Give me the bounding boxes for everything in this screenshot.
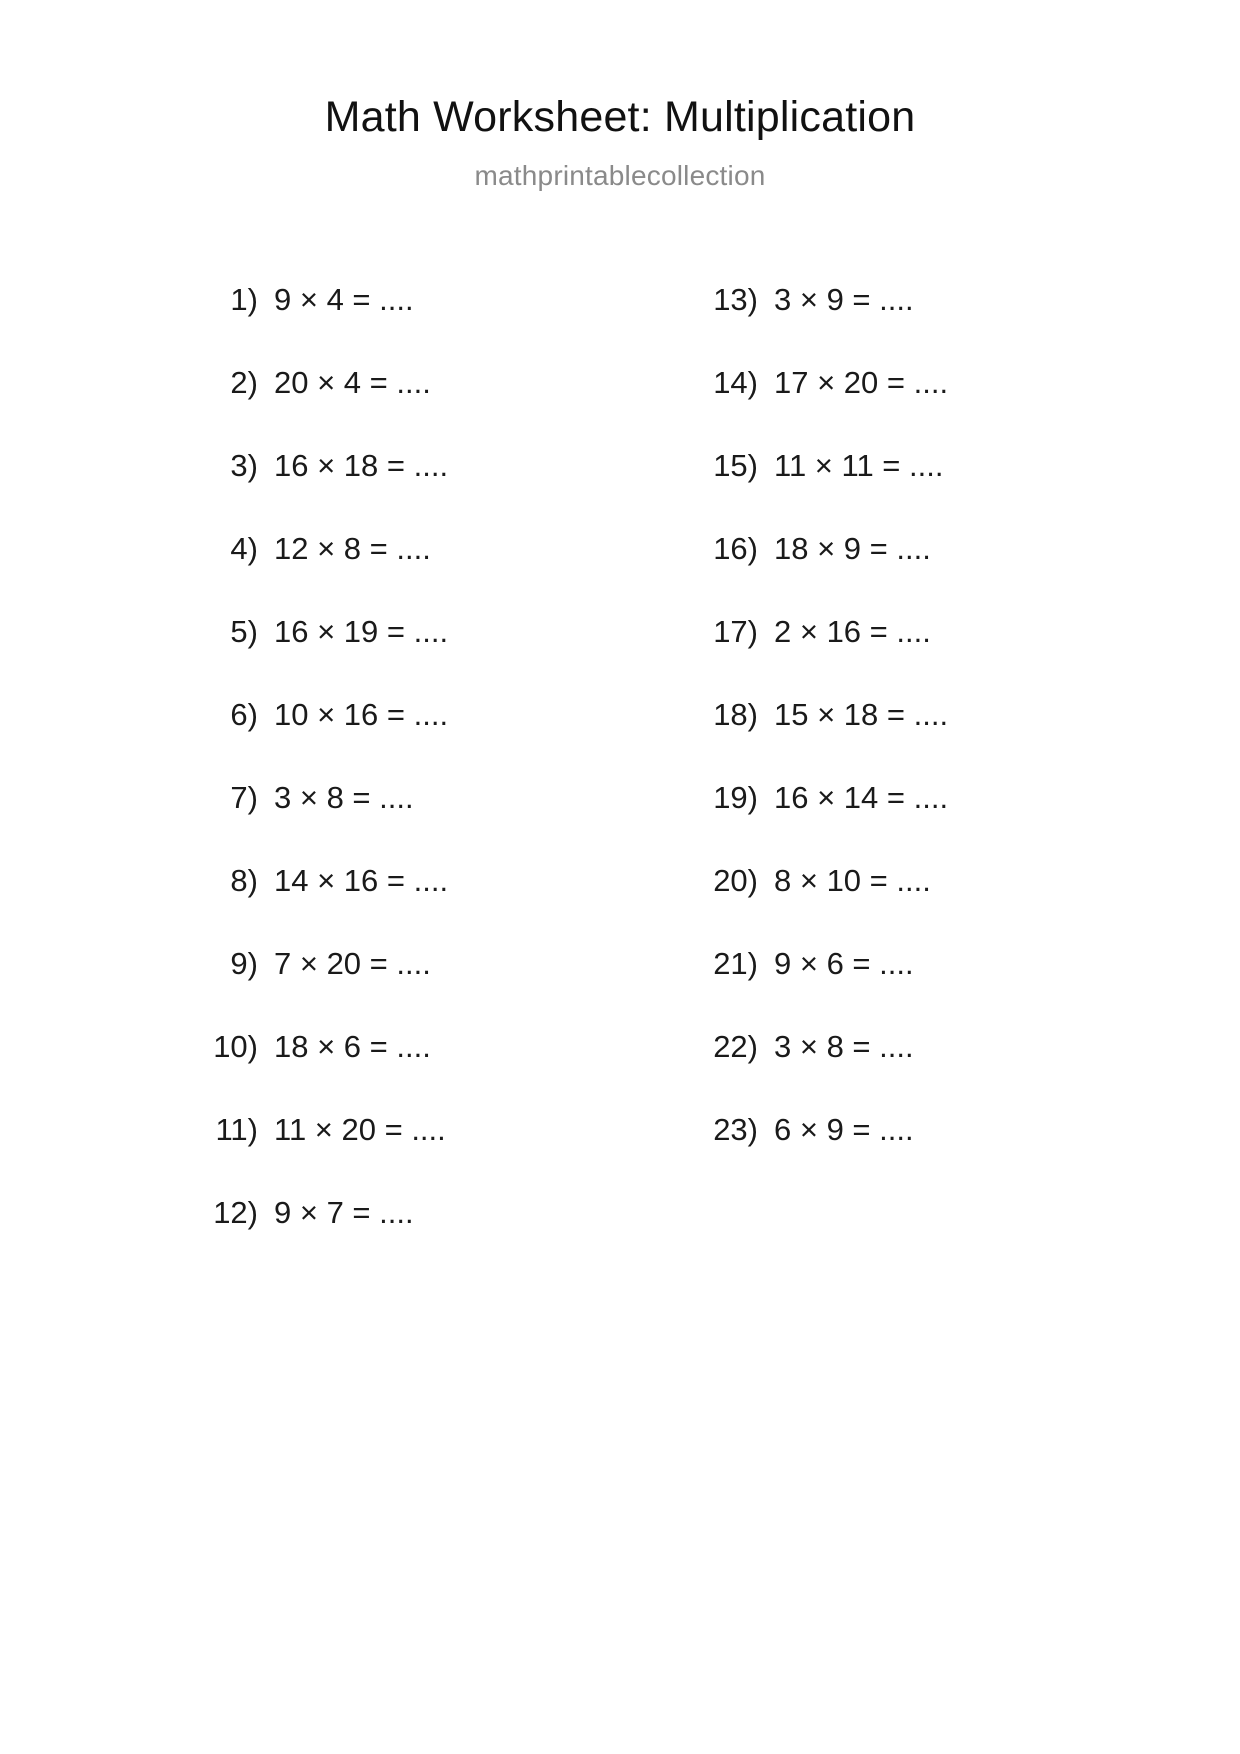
problem-number: 6) — [230, 697, 258, 732]
problem-number: 3) — [230, 448, 258, 483]
problems-container — [0, 284, 1240, 1280]
problem-expression: 3 × 9 = .... — [774, 282, 914, 317]
problem-expression: 9 × 6 = .... — [774, 946, 914, 981]
problem-item — [196, 367, 696, 450]
problem-item — [696, 699, 1126, 782]
problem-number: 21) — [713, 946, 758, 981]
problem-item — [196, 1197, 696, 1280]
problem-item — [196, 284, 696, 367]
problem-expression: 8 × 10 = .... — [774, 863, 931, 898]
problem-expression: 12 × 8 = .... — [274, 531, 431, 566]
problem-item — [196, 533, 696, 616]
problem-number: 12) — [213, 1195, 258, 1230]
problem-number: 10) — [213, 1029, 258, 1064]
problem-expression: 9 × 7 = .... — [274, 1195, 414, 1230]
problem-item — [196, 699, 696, 782]
problem-expression: 14 × 16 = .... — [274, 863, 449, 898]
problem-expression: 7 × 20 = .... — [274, 946, 431, 981]
problem-number: 15) — [713, 448, 758, 483]
problem-item — [196, 450, 696, 533]
problem-item — [696, 782, 1126, 865]
problem-item — [196, 1031, 696, 1114]
problem-number: 20) — [713, 863, 758, 898]
problem-expression: 10 × 16 = .... — [274, 697, 449, 732]
problem-number: 23) — [713, 1112, 758, 1147]
problem-number: 9) — [230, 946, 258, 981]
problem-number: 18) — [713, 697, 758, 732]
problems-column-left — [196, 284, 696, 1280]
problem-item — [696, 1031, 1126, 1114]
problem-number: 5) — [230, 614, 258, 649]
problems-column-right — [696, 284, 1126, 1280]
problem-expression: 9 × 4 = .... — [274, 282, 414, 317]
problem-item — [196, 1114, 696, 1197]
problem-number: 19) — [713, 780, 758, 815]
problem-number: 1) — [230, 282, 258, 317]
problem-item — [196, 865, 696, 948]
problem-item — [696, 948, 1126, 1031]
problem-number: 11) — [215, 1112, 258, 1147]
problem-item — [196, 616, 696, 699]
problem-expression: 16 × 19 = .... — [274, 614, 449, 649]
problem-number: 14) — [713, 365, 758, 400]
page-title: Math Worksheet: Multiplication — [324, 93, 916, 141]
problem-expression: 18 × 6 = .... — [274, 1029, 431, 1064]
problem-expression: 11 × 20 = .... — [274, 1112, 446, 1147]
problem-number: 22) — [713, 1029, 758, 1064]
problem-expression: 15 × 18 = .... — [774, 697, 949, 732]
problem-item — [696, 533, 1126, 616]
problem-expression: 3 × 8 = .... — [774, 1029, 914, 1064]
problem-number: 2) — [230, 365, 258, 400]
problem-expression: 20 × 4 = .... — [274, 365, 431, 400]
problem-item — [196, 782, 696, 865]
problem-number: 8) — [230, 863, 258, 898]
problem-expression: 11 × 11 = .... — [774, 448, 944, 483]
page-subtitle: mathprintablecollection — [474, 160, 766, 191]
problem-number: 13) — [713, 282, 758, 317]
problem-number: 16) — [713, 531, 758, 566]
problem-number: 17) — [713, 614, 758, 649]
problem-expression: 6 × 9 = .... — [774, 1112, 914, 1147]
problem-item — [696, 450, 1126, 533]
problem-item — [196, 948, 696, 1031]
problem-item — [696, 284, 1126, 367]
problem-number: 4) — [230, 531, 258, 566]
problem-item — [696, 616, 1126, 699]
problem-item — [696, 367, 1126, 450]
problem-expression: 16 × 18 = .... — [274, 448, 449, 483]
problem-number: 7) — [230, 780, 258, 815]
problem-expression: 16 × 14 = .... — [774, 780, 949, 815]
problem-expression: 2 × 16 = .... — [774, 614, 931, 649]
problem-item — [696, 1114, 1126, 1197]
problem-expression: 17 × 20 = .... — [774, 365, 949, 400]
problem-expression: 3 × 8 = .... — [274, 780, 414, 815]
problem-expression: 18 × 9 = .... — [774, 531, 931, 566]
problem-item — [696, 865, 1126, 948]
